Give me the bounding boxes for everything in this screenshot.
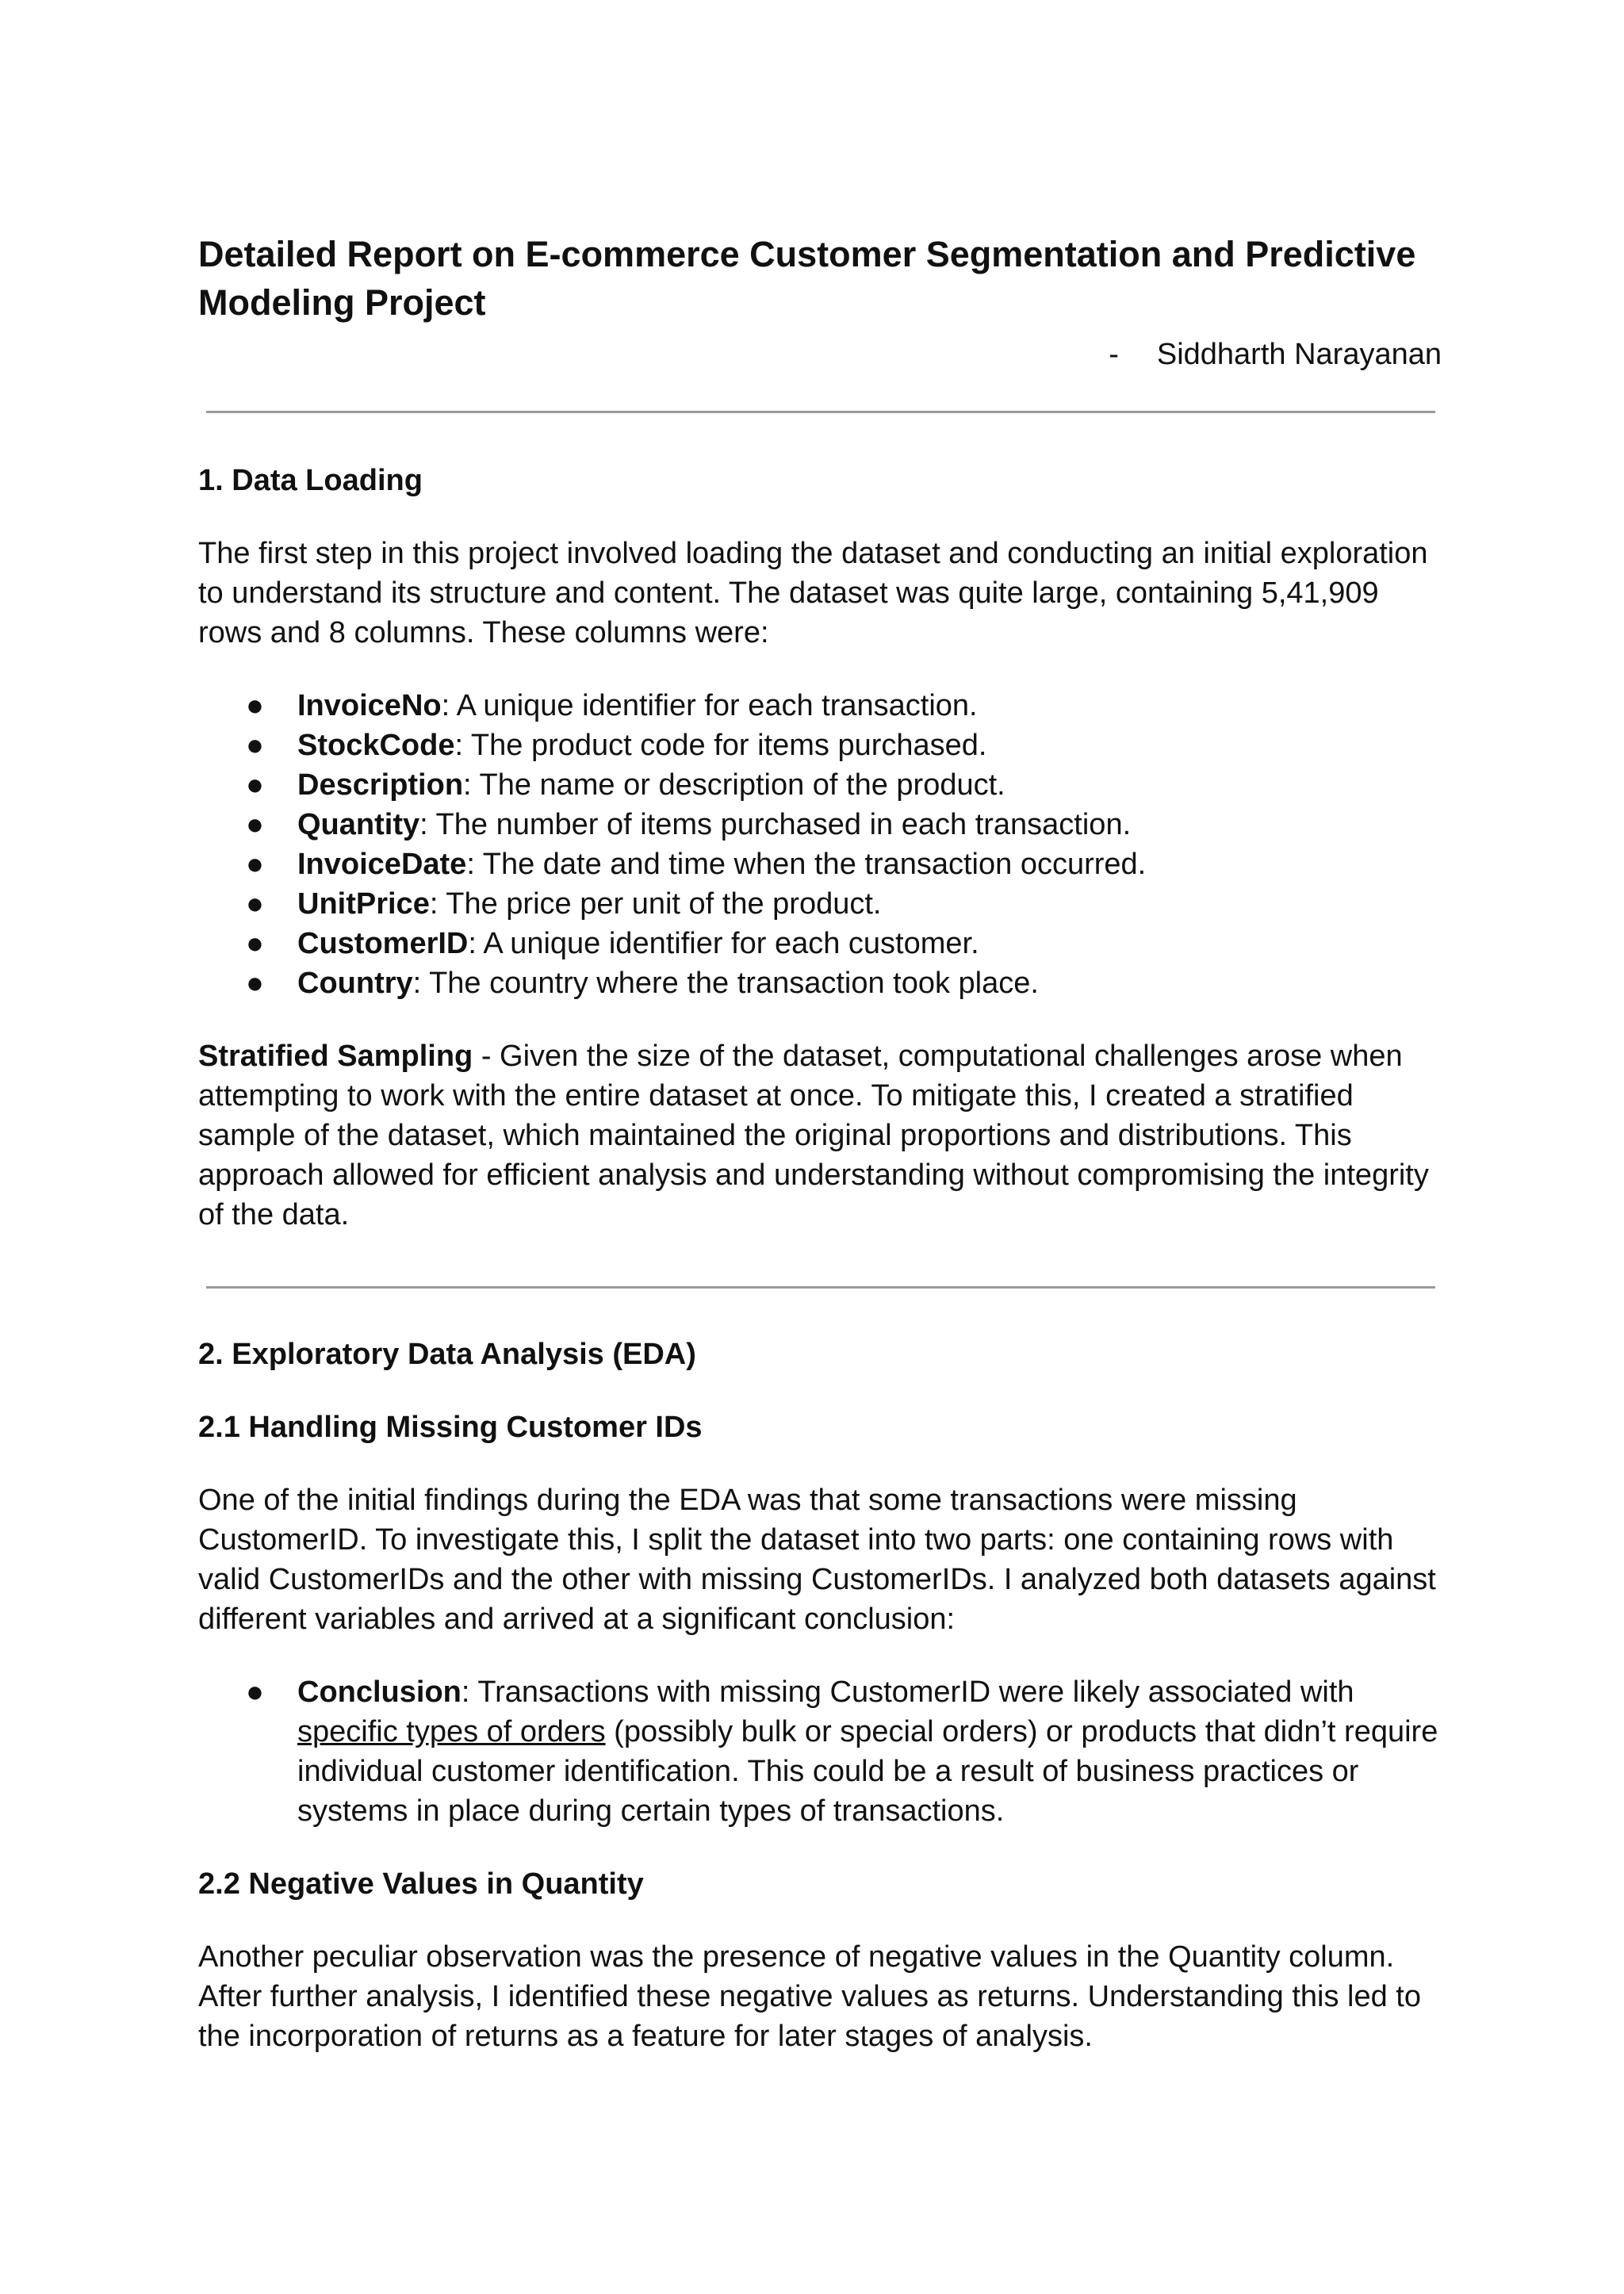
- subsection-heading-negative-values: 2.2 Negative Values in Quantity: [198, 1867, 644, 1901]
- bullet-icon: ●: [246, 1676, 264, 1709]
- conclusion-label: Conclusion: [297, 1676, 462, 1709]
- list-item: [198, 884, 1443, 924]
- conclusion-underlined-text: specific types of orders: [297, 1715, 606, 1748]
- column-name: Quantity: [297, 808, 420, 841]
- data-loading-intro: The first step in this project involved loading the dataset and conducting an initial exploration to understand its structure and content. The dataset was quite large, containing 5,41,909 rows and 8 columns. These columns were:: [198, 537, 1428, 649]
- conclusion-text-end: (possibly bulk or special orders) or products that didn’t require individual customer identification. This could be a result of business practices or systems in place during certain types of transactions.: [297, 1715, 1438, 1828]
- column-name: Description: [297, 768, 464, 802]
- report-title: Detailed Report on E-commerce Customer Segmentation and Predictive Modeling Project: [198, 234, 1416, 323]
- column-name: UnitPrice: [297, 887, 430, 921]
- list-item: [198, 805, 1443, 844]
- author-name: Siddharth Narayanan: [1156, 338, 1442, 371]
- stratified-sampling-paragraph: [198, 1036, 1443, 1235]
- column-name: Country: [297, 967, 413, 1000]
- stratified-sampling-text: - Given the size of the dataset, computational challenges arose when attempting to work with the entire dataset at once. To mitigate this, I created a stratified sample of the dataset, which maintained the original proportions and distributions. This approach allowed for efficient analysis and understanding without compromising the integrity of the data.: [198, 1040, 1429, 1231]
- list-item: [198, 686, 1443, 726]
- list-item: [198, 963, 1443, 1003]
- missing-ids-paragraph: One of the initial findings during the EDA was that some transactions were missing CustomerID. To investigate this, I split the dataset into two parts: one containing rows with valid CustomerIDs and the other with missing CustomerIDs. I analyzed both datasets against different variables and arrived at a significant conclusion:: [198, 1484, 1436, 1636]
- horizontal-divider: [206, 1286, 1435, 1289]
- bullet-icon: ●: [246, 848, 264, 881]
- list-item: [198, 765, 1443, 805]
- bullet-icon: ●: [246, 689, 264, 722]
- author-line: [198, 335, 1443, 374]
- column-description: : The product code for items purchased.: [454, 729, 987, 762]
- author-dash: -: [1109, 338, 1119, 371]
- column-description: : The price per unit of the product.: [429, 887, 882, 921]
- column-name: InvoiceNo: [297, 689, 442, 722]
- column-description: : A unique identifier for each customer.: [468, 927, 979, 960]
- horizontal-divider: [206, 411, 1435, 413]
- bullet-icon: ●: [246, 729, 264, 762]
- column-description: : The country where the transaction took place.: [412, 967, 1039, 1000]
- conclusion-list: [198, 1672, 1443, 1831]
- section-heading-data-loading: 1. Data Loading: [198, 464, 423, 497]
- column-name: CustomerID: [297, 927, 469, 960]
- list-item: [198, 844, 1443, 884]
- list-item: [198, 726, 1443, 765]
- column-name: StockCode: [297, 729, 455, 762]
- negative-values-paragraph: Another peculiar observation was the presence of negative values in the Quantity column. After further analysis, I identified these negative values as returns. Understanding this led to the incorporation of returns as a feature for later stages of analysis.: [198, 1940, 1421, 2053]
- column-name: InvoiceDate: [297, 848, 467, 881]
- bullet-icon: ●: [246, 927, 264, 960]
- section-heading-eda: 2. Exploratory Data Analysis (EDA): [198, 1338, 696, 1371]
- column-description: : The date and time when the transaction occurred.: [466, 848, 1147, 881]
- column-list: [198, 686, 1443, 1003]
- column-description: : A unique identifier for each transaction.: [441, 689, 978, 722]
- subsection-heading-missing-ids: 2.1 Handling Missing Customer IDs: [198, 1411, 703, 1444]
- bullet-icon: ●: [246, 808, 264, 841]
- list-item: [198, 924, 1443, 963]
- list-item: [198, 1672, 1443, 1831]
- bullet-icon: ●: [246, 967, 264, 1000]
- stratified-sampling-label: Stratified Sampling: [198, 1040, 473, 1073]
- conclusion-text-start: : Transactions with missing CustomerID were likely associated with: [461, 1676, 1354, 1709]
- document-page: [198, 230, 1443, 2056]
- bullet-icon: ●: [246, 887, 264, 921]
- column-description: : The number of items purchased in each transaction.: [419, 808, 1132, 841]
- bullet-icon: ●: [246, 768, 264, 802]
- column-description: : The name or description of the product.: [463, 768, 1005, 802]
